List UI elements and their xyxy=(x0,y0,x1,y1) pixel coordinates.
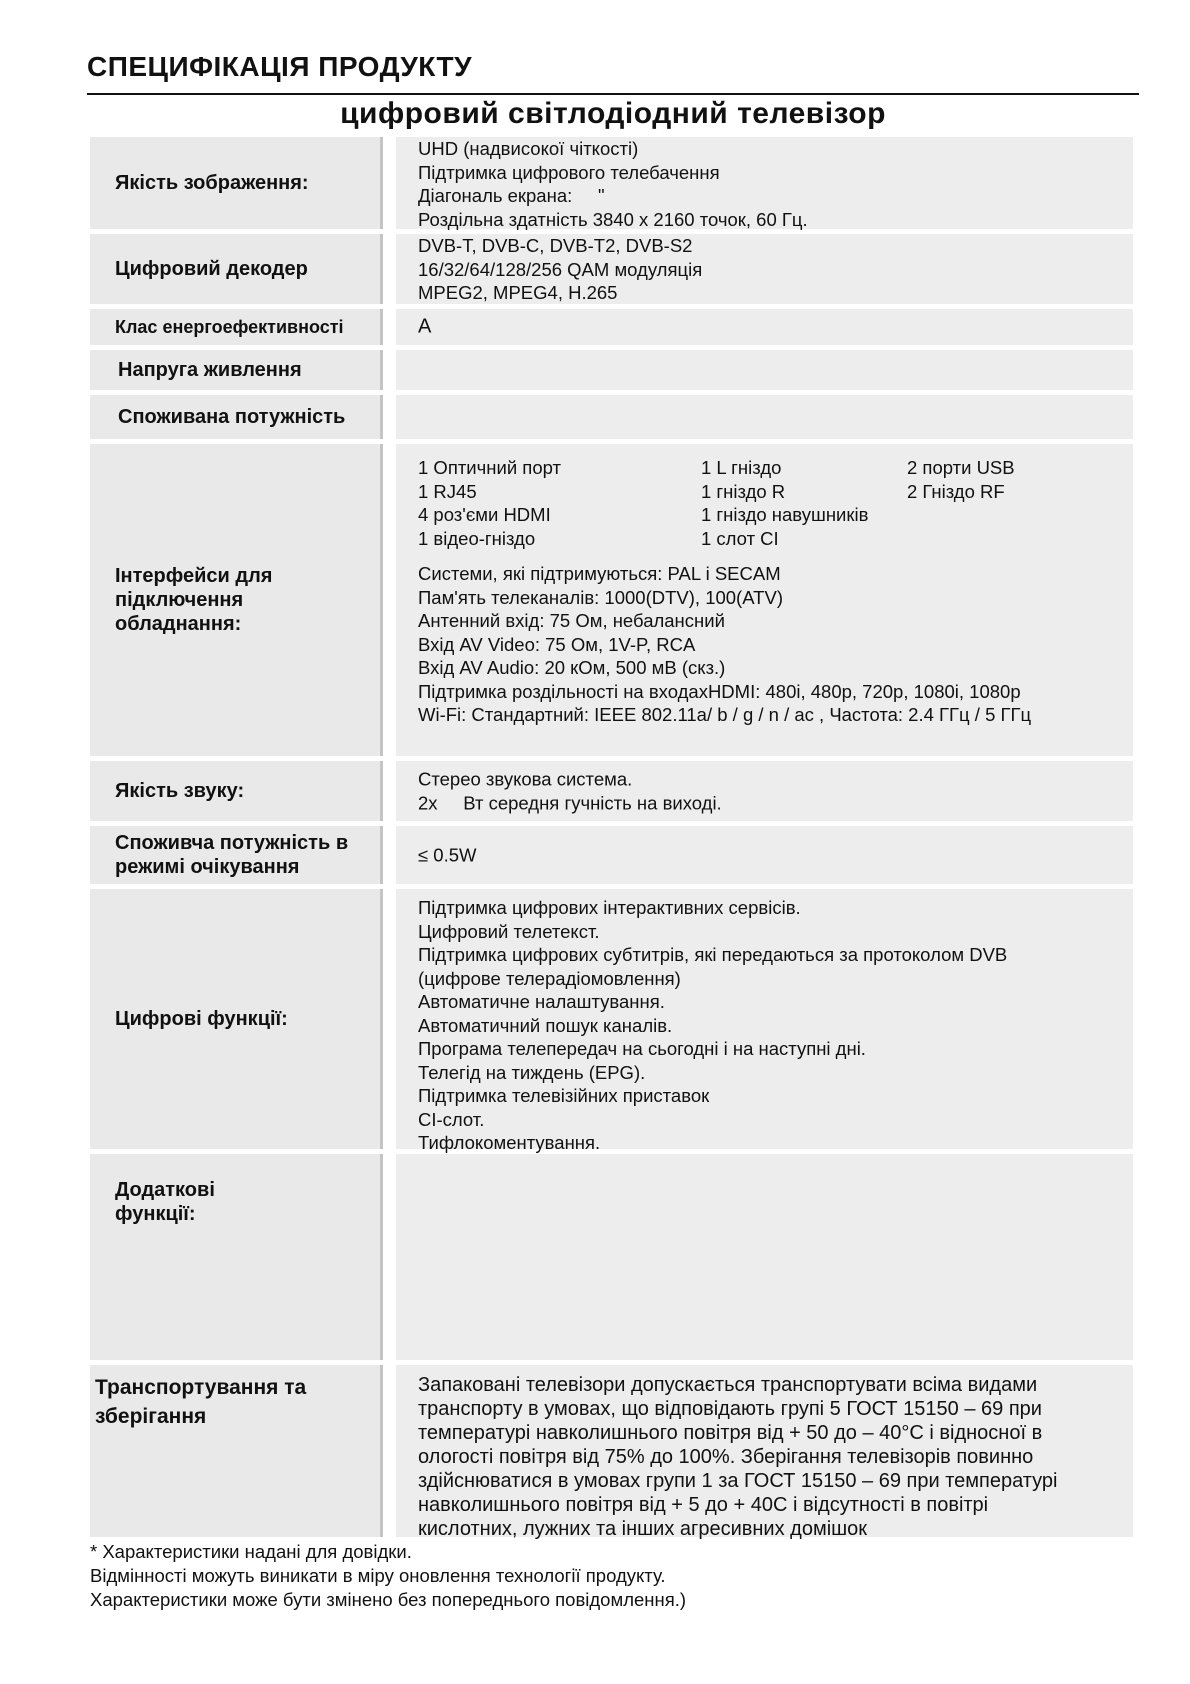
digital-line: Підтримка цифрових інтерактивних сервісів. xyxy=(418,897,801,918)
spec-label-picture: Якість зображення: xyxy=(115,172,309,194)
interface-spec-line: Вхід AV Audio: 20 кОм, 500 мВ (скз.) xyxy=(418,657,726,678)
interface-spec-line: Wi-Fi: Стандартний: IEEE 802.11a/ b / g / n / ac , Частота: 2.4 ГГц / 5 ГГц xyxy=(418,704,1032,725)
spec-value-cell xyxy=(396,395,1133,439)
port-item: 4 роз'єми HDMI xyxy=(418,504,551,525)
transport-line: ологості повітря від 75% до 100%. Зберігання телевізорів повинно xyxy=(418,1446,1034,1468)
transport-line: навколишнього повітря від + 5 до + 40С і відсутності в повітрі xyxy=(418,1494,989,1516)
page-title: СПЕЦИФІКАЦІЯ ПРОДУКТУ xyxy=(87,51,473,82)
port-item: 1 L гніздо xyxy=(701,457,782,478)
transport-line: кислотних, лужних та інших агресивних домішок xyxy=(418,1518,868,1540)
spec-label-interfaces: Інтерфейси для підключення обладнання: xyxy=(115,565,273,635)
interface-spec-line: Пам'ять телеканалів: 1000(DTV), 100(ATV) xyxy=(418,586,783,608)
spec-label-cell xyxy=(90,1365,383,1537)
spec-value-cell xyxy=(396,309,1133,345)
interface-spec-line: Системи, які підтримуються: PAL і SECAM xyxy=(418,563,781,584)
spec-label-cell xyxy=(90,889,383,1149)
spec-row-decoder xyxy=(90,234,1133,304)
ports-grid xyxy=(418,456,1118,554)
spec-label-decoder: Цифровий декодер xyxy=(115,258,308,280)
picture-line: Діагональ екрана: " xyxy=(418,185,605,206)
spec-label-transport: Транспортування та зберігання xyxy=(95,1376,307,1428)
footnote-line: * Характеристики надані для довідки. xyxy=(90,1541,412,1562)
spec-label-cell xyxy=(90,761,383,821)
spec-value-cell xyxy=(396,350,1133,390)
decoder-line: MPEG2, MPEG4, H.265 xyxy=(418,282,618,303)
spec-label-sound: Якість звуку: xyxy=(115,780,245,802)
interface-spec-line: Вхід AV Video: 75 Ом, 1V-P, RCA xyxy=(418,633,696,655)
spec-value-cell xyxy=(396,234,1133,304)
port-item: 1 відео-гніздо xyxy=(418,527,536,549)
transport-line: здійснюватися в умовах групи 1 за ГОСТ 15150 – 69 при температурі xyxy=(418,1470,1058,1492)
spec-row-extra xyxy=(90,1154,1133,1360)
spec-label-voltage: Напруга живлення xyxy=(118,359,302,381)
digital-line: (цифрове телерадіомовлення) xyxy=(418,967,681,989)
footnote-line: Характеристики може бути змінено без попереднього повідомлення.) xyxy=(90,1589,687,1610)
digital-line: Автоматичне налаштування. xyxy=(418,991,665,1012)
spec-label-energy: Клас енергоефективності xyxy=(115,317,344,337)
spec-label-cell xyxy=(90,309,383,345)
sound-line: 2x Вт середня гучність на виході. xyxy=(418,792,722,813)
spec-label-cell xyxy=(90,826,383,884)
port-item: 1 слот CI xyxy=(701,527,779,549)
digital-line: Автоматичний пошук каналів. xyxy=(418,1014,673,1036)
interface-spec-line: Антенний вхід: 75 Ом, небалансний xyxy=(418,610,725,631)
spec-row-digital xyxy=(90,889,1133,1153)
digital-line: Телегід на тиждень (EPG). xyxy=(418,1061,646,1083)
spec-label-cell xyxy=(90,234,383,304)
spec-row-voltage xyxy=(90,350,1133,390)
footnotes xyxy=(90,1540,1130,1612)
spec-label-extra: Додаткові функції: xyxy=(115,1179,215,1225)
spec-label-digital: Цифрові функції: xyxy=(115,1008,288,1030)
picture-line: Роздільна здатність 3840 x 2160 точок, 60 Гц. xyxy=(418,208,808,230)
decoder-line: DVB-T, DVB-C, DVB-T2, DVB-S2 xyxy=(418,235,693,256)
port-item: 1 RJ45 xyxy=(418,480,477,502)
spec-value-cell xyxy=(396,889,1133,1153)
spec-value-cell xyxy=(396,761,1133,821)
spec-value-cell xyxy=(396,826,1133,884)
picture-line: Підтримка цифрового телебачення xyxy=(418,161,720,183)
spec-row-standby xyxy=(90,826,1133,884)
spec-row-energy xyxy=(90,309,1133,345)
spec-value-cell xyxy=(396,137,1133,229)
port-item: 2 порти USB xyxy=(907,457,1015,478)
spec-value-cell xyxy=(396,444,1133,756)
spec-label-cell xyxy=(90,444,383,756)
picture-line: UHD (надвисокої чіткості) xyxy=(418,138,639,159)
spec-row-sound xyxy=(90,761,1133,821)
interface-spec-line: Підтримка роздільності на входахHDMI: 480i, 480p, 720p, 1080i, 1080p xyxy=(418,680,1021,702)
port-item: 1 гніздо R xyxy=(701,480,786,502)
digital-line: Підтримка цифрових субтитрів, які передаються за протоколом DVB xyxy=(418,944,1008,965)
spec-label-standby: Споживча потужність в режимі очікування xyxy=(115,832,349,878)
spec-label-power: Споживана потужність xyxy=(118,406,346,428)
decoder-line: 16/32/64/128/256 QAM модуляція xyxy=(418,258,703,280)
spec-row-power xyxy=(90,395,1133,439)
standby-value: ≤ 0.5W xyxy=(418,844,477,866)
port-item: 2 Гніздо RF xyxy=(907,480,1005,502)
spec-label-cell xyxy=(90,1154,383,1360)
transport-line: Запаковані телевізори допускається транспортувати всіма видами xyxy=(418,1374,1038,1396)
digital-line: Тифлокоментування. xyxy=(418,1132,601,1153)
port-item: 1 гніздо навушників xyxy=(701,504,869,525)
spec-label-cell xyxy=(90,395,383,439)
sound-line: Стерео звукова система. xyxy=(418,768,633,790)
transport-line: температурі навколишнього повітря від + 50 до – 40°С і відносної в xyxy=(418,1422,1043,1444)
spec-row-picture xyxy=(90,137,1133,229)
digital-line: CI-слот. xyxy=(418,1108,485,1130)
spec-label-cell xyxy=(90,350,383,390)
spec-row-transport xyxy=(90,1365,1133,1540)
spec-value-cell xyxy=(396,1154,1133,1360)
product-subtitle: цифровий світлодіодний телевізор xyxy=(340,97,886,130)
spec-label-cell xyxy=(90,137,383,229)
transport-line: транспорту в умовах, що відповідають групі 5 ГОСТ 15150 – 69 при xyxy=(418,1398,1042,1420)
spec-row-interfaces xyxy=(90,444,1133,756)
digital-line: Цифровий телетекст. xyxy=(418,920,600,942)
digital-line: Підтримка телевізійних приставок xyxy=(418,1085,710,1106)
spec-value-cell xyxy=(396,1365,1133,1540)
digital-line: Програма телепередач на сьогодні і на наступні дні. xyxy=(418,1038,866,1059)
energy-class-value: A xyxy=(418,315,432,338)
port-item: 1 Оптичний порт xyxy=(418,457,561,478)
footnote-line: Відмінності можуть виникати в міру оновлення технології продукту. xyxy=(90,1565,666,1586)
